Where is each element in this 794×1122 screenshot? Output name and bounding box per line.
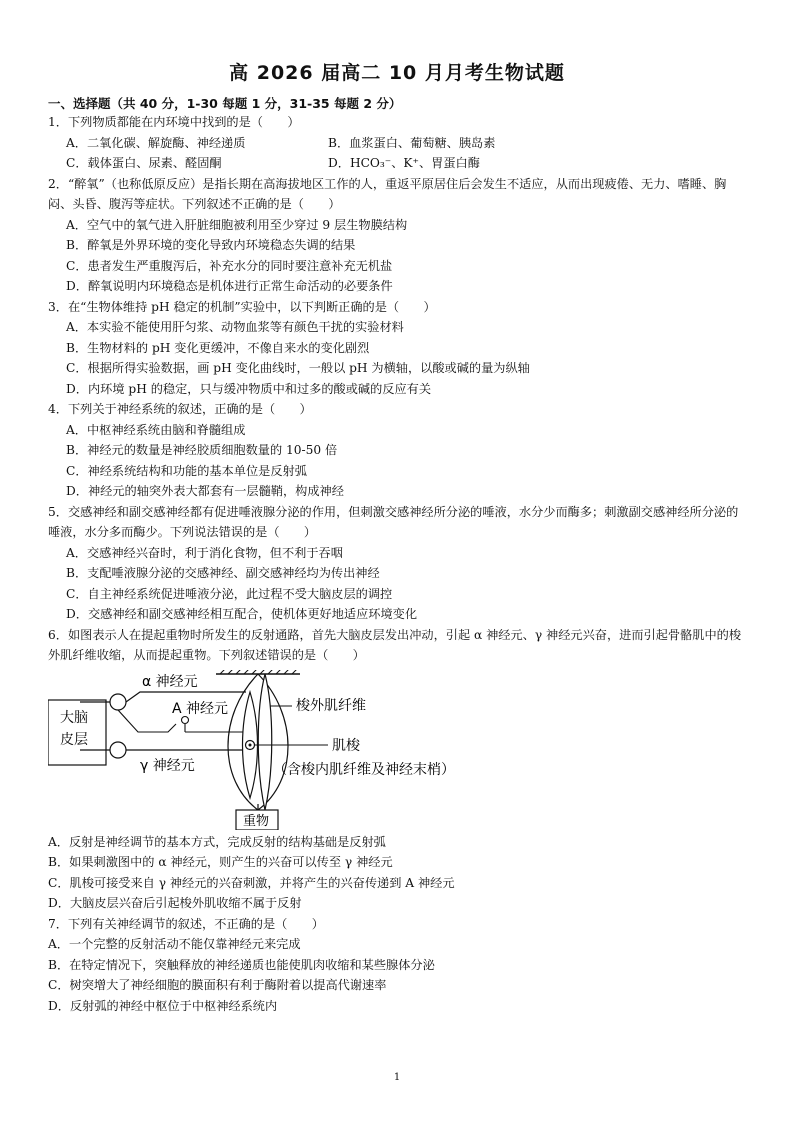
cortex-label-line1: 大脑 <box>60 709 88 726</box>
option-d: D．交感神经和副交感神经相互配合，使机体更好地适应环境变化 <box>66 607 418 621</box>
option-a: A．二氧化碳、解旋酶、神经递质 <box>66 135 246 150</box>
option-c: C．载体蛋白、尿素、醛固酮 <box>66 156 222 170</box>
a-neuron-label: A 神经元 <box>172 700 229 717</box>
option-d: D．神经元的轴突外表大都套有一层髓鞘，构成神经 <box>66 484 344 498</box>
option-a: A．一个完整的反射活动不能仅靠神经元来完成 <box>48 937 301 951</box>
option-d: D．内环境 pH 的稳定，只与缓冲物质中和过多的酸或碱的反应有关 <box>66 381 432 396</box>
question-stem: 5．交感神经和副交感神经都有促进唾液腺分泌的作用，但刺激交感神经所分泌的唾液，水分少而酶多；刺激副交感神经所分泌的唾液，水分多而酶少。下列说法错误的是（ ） <box>48 504 739 539</box>
option-a: A．空气中的氧气进入肝脏细胞被利用至少穿过 9 层生物膜结构 <box>66 217 408 232</box>
option-d: D．大脑皮层兴奋后引起梭外肌收缩不属于反射 <box>48 896 302 910</box>
option-d: D．HCO₃⁻、K⁺、胃蛋白酶 <box>328 156 480 170</box>
a-neuron-body <box>182 716 189 723</box>
extrafusal-label: 梭外肌纤维 <box>296 697 366 714</box>
question-7 <box>48 914 748 1017</box>
question-3 <box>48 297 748 400</box>
section-heading: 一、选择题（共 40 分，1-30 每题 1 分，31-35 每题 2 分） <box>48 96 402 111</box>
option-c: C．自主神经系统促进唾液分泌，此过程不受大脑皮层的调控 <box>66 586 393 601</box>
reflex-pathway-diagram <box>48 670 468 830</box>
question-stem: 6．如图表示人在提起重物时所发生的反射通路，首先大脑皮层发出冲动，引起 α 神经元、γ 神经元兴奋，进而引起骨骼肌中的梭外肌纤维收缩，从而提起重物。下列叙述错误的是（ ） <box>48 627 742 662</box>
option-b: B．如果刺激图中的 α 神经元，则产生的兴奋可以传至 γ 神经元 <box>48 855 393 869</box>
option-b: B．在特定情况下，突触释放的神经递质也能使肌肉收缩和某些腺体分泌 <box>48 957 435 972</box>
option-c: C．树突增大了神经细胞的膜面积有利于酶附着以提高代谢速率 <box>48 978 387 992</box>
option-d: D．醉氧说明内环境稳态是机体进行正常生命活动的必要条件 <box>66 279 393 293</box>
option-c: C．根据所得实验数据，画 pH 变化曲线时，一般以 pH 为横轴，以酸或碱的量为纵轴 <box>66 361 530 375</box>
alpha-neuron-body <box>110 694 126 710</box>
question-2 <box>48 174 748 297</box>
option-a: A．中枢神经系统由脑和脊髓组成 <box>66 422 246 437</box>
question-list <box>48 112 748 1016</box>
option-b: B．神经元的数量是神经胶质细胞数量的 10-50 倍 <box>66 443 338 457</box>
option-b: B．生物材料的 pH 变化更缓冲，不像自来水的变化剧烈 <box>66 340 370 355</box>
option-c: C．肌梭可接受来自 γ 神经元的兴奋刺激，并将产生的兴奋传递到 A 神经元 <box>48 875 455 890</box>
page-title: 高 2026 届高二 10 月月考生物试题 <box>229 62 565 84</box>
question-stem: 1．下列物质都能在内环境中找到的是（ ） <box>48 115 300 129</box>
cortex-label-line2: 皮层 <box>60 731 88 748</box>
weight-label: 重物 <box>243 813 270 829</box>
option-a: A．本实验不能使用肝匀浆、动物血浆等有颜色干扰的实验材料 <box>66 320 404 334</box>
option-b: B．醉氧是外界环境的变化导致内环境稳态失调的结果 <box>66 238 356 252</box>
question-stem: 4．下列关于神经系统的叙述，正确的是（ ） <box>48 402 312 416</box>
option-a: A．交感神经兴奋时，利于消化食物，但不利于吞咽 <box>66 545 343 560</box>
option-b: B．支配唾液腺分泌的交感神经、副交感神经均为传出神经 <box>66 566 380 580</box>
gamma-neuron-body <box>110 742 126 758</box>
question-5 <box>48 502 748 625</box>
question-stem: 7．下列有关神经调节的叙述，不正确的是（ ） <box>48 916 324 931</box>
option-c: C．患者发生严重腹泻后，补充水分的同时要注意补充无机盐 <box>66 258 393 273</box>
question-6 <box>48 625 748 914</box>
option-a: A．反射是神经调节的基本方式，完成反射的结构基础是反射弧 <box>48 834 386 849</box>
option-row <box>48 153 748 174</box>
option-b: B．血浆蛋白、葡萄糖、胰岛素 <box>328 135 496 150</box>
alpha-neuron-label: α 神经元 <box>142 673 198 690</box>
question-stem: 2．“醉氧”（也称低原反应）是指长期在高海拔地区工作的人，重返平原居住后会发生不适应，从而出现疲倦、无力、嗜睡、胸闷、头昏、腹泻等症状。下列叙述不正确的是（ ） <box>48 176 727 211</box>
spindle-label: 肌梭 <box>332 737 360 754</box>
extrafusal-fiber <box>258 674 272 810</box>
option-d: D．反射弧的神经中枢位于中枢神经系统内 <box>48 998 278 1013</box>
spindle-note: （含梭内肌纤维及神经末梢） <box>273 761 455 778</box>
option-c: C．神经系统结构和功能的基本单位是反射弧 <box>66 463 307 478</box>
gamma-neuron-label: γ 神经元 <box>140 757 195 774</box>
question-1 <box>48 112 748 174</box>
option-row <box>48 133 748 154</box>
page-number: 1 <box>393 1072 401 1083</box>
question-stem: 3．在“生物体维持 pH 稳定的机制”实验中，以下判断正确的是（ ） <box>48 299 436 314</box>
question-4 <box>48 399 748 502</box>
